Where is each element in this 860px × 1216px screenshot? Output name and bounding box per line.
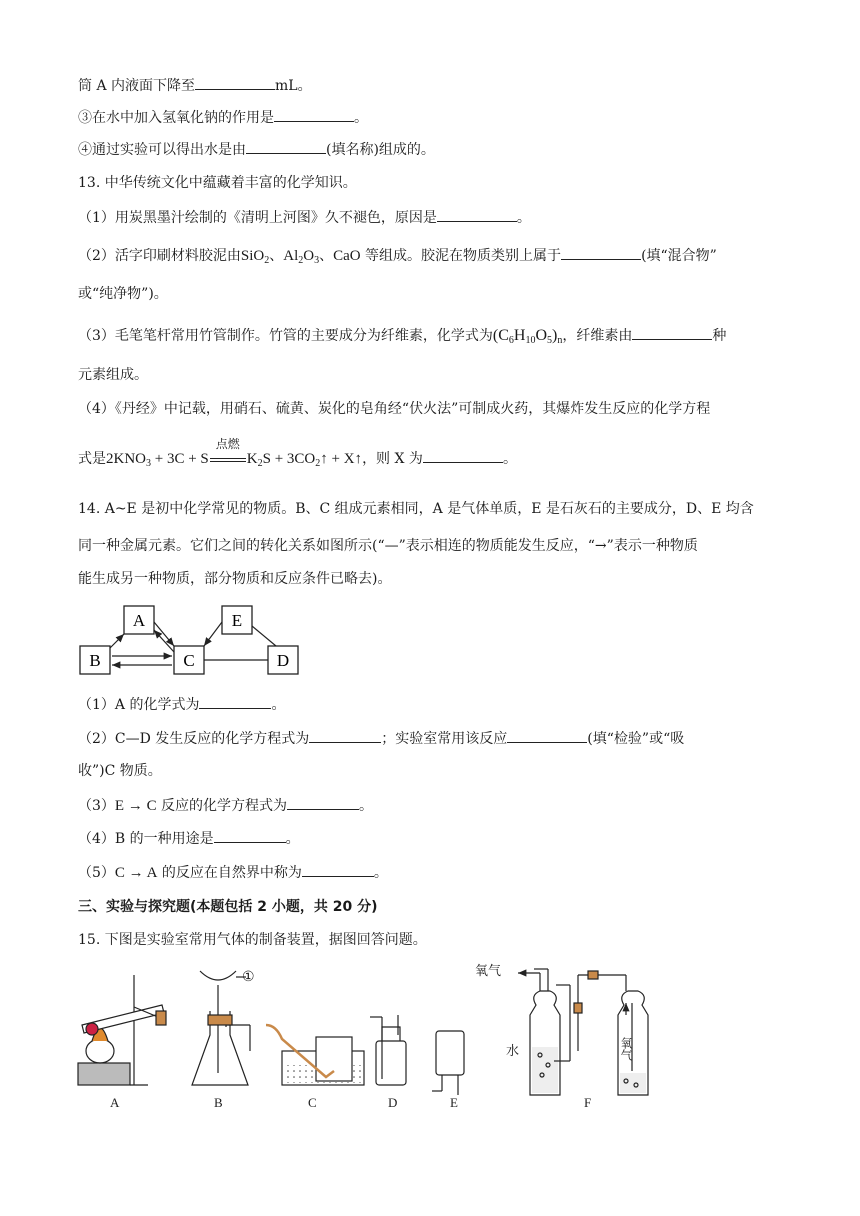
q12-line-1 xyxy=(78,75,312,97)
q14-line-3: 能生成另一种物质，部分物质和反应条件已略去)。 xyxy=(78,571,392,587)
q14-part-1: （1）A 的化学式为 。 xyxy=(78,694,285,716)
q12-line-3 xyxy=(78,139,435,161)
label-d: D xyxy=(388,1095,398,1110)
q14-line-2: 同一种金属元素。它们之间的转化关系如图所示(“—”表示相连的物质能发生反应，“→”表示一种物质 xyxy=(78,538,698,554)
node-b: B xyxy=(89,651,101,670)
node-e: E xyxy=(231,611,243,630)
answer-blank[interactable] xyxy=(632,325,712,340)
q15-title: 15. 下图是实验室常用气体的制备装置，据图回答问题。 xyxy=(78,932,427,948)
answer-blank[interactable] xyxy=(423,448,503,463)
q14-part-4: （4）B 的一种用途是 。 xyxy=(78,828,300,850)
apparatus-f xyxy=(518,969,648,1095)
q12-l3-pre: ④通过实验可以得出水是由 xyxy=(78,142,246,158)
q13-part-3-cont: 元素组成。 xyxy=(78,367,148,383)
apparatus-figure xyxy=(70,955,670,1115)
q13-part-3: （3）毛笔笔杆常用竹管制作。竹管的主要成分为纤维素，化学式为$(C_6H_{10}O_5)_n$，纤维素由 种 xyxy=(78,327,727,346)
oxygen-bottle-label-1: 氧气 xyxy=(619,1037,633,1061)
q14-part-5: （5）C → A 的反应在自然界中称为 。 xyxy=(78,862,388,884)
formula-al2o3: $Al_2O_3$ xyxy=(283,248,320,266)
q13-part-2: （2）活字印刷材料胶泥由SiO$_2$、$Al_2O_3$、CaO 等组成。胶泥在物质类别上属于 (填“混合物” xyxy=(78,245,717,267)
answer-blank[interactable] xyxy=(302,862,374,877)
q13-title: 13. 中华传统文化中蕴藏着丰富的化学知识。 xyxy=(78,175,357,191)
label-c: C xyxy=(308,1095,317,1110)
e-to-c: E → C xyxy=(114,798,157,814)
c-to-a: C → A xyxy=(114,865,158,881)
ignite-condition: 点燃 xyxy=(209,448,247,470)
q14-part-2-cont: 收”)C 物质。 xyxy=(78,763,162,779)
answer-blank[interactable] xyxy=(199,694,271,709)
apparatus-d xyxy=(370,1015,406,1085)
apparatus-b xyxy=(192,971,250,1085)
q12-l2-pre: ③在水中加入氢氧化钠的作用是 xyxy=(78,110,274,126)
q13-p1-pre: （1）用炭黑墨汁绘制的《清明上河图》久不褪色，原因是 xyxy=(78,210,437,226)
q14-part-3: （3）E → C 反应的化学方程式为 。 xyxy=(78,795,373,817)
label-b: B xyxy=(214,1095,223,1110)
q13-part-4-eq: 式是$2KNO_3 + 3C + S$ 点燃 $K_2S$ + $3CO_2↑$ + X↑，则 X 为 。 xyxy=(78,437,517,469)
node-c: C xyxy=(183,651,195,670)
node-d: D xyxy=(276,651,290,670)
section-3-heading: 三、实验与探究题(本题包括 2 小题，共 20 分) xyxy=(78,899,378,915)
reaction-equation: $2KNO_3 + 3C + S$ 点燃 $K_2S$ + $3CO_2↑$ + X↑ xyxy=(106,437,363,469)
answer-blank[interactable] xyxy=(507,728,587,743)
apparatus-e xyxy=(432,1031,464,1095)
formula-cellulose: $(C_6H_{10}O_5)_n$ xyxy=(492,327,563,346)
circle-one-label: ① xyxy=(242,970,255,985)
q13-part-4: （4）《丹经》中记载，用硝石、硫黄、炭化的皂角经“伏火法”可制成火药，其爆炸发生反应的化学方程 xyxy=(78,401,711,417)
q13-p1-post: 。 xyxy=(516,210,531,226)
answer-blank[interactable] xyxy=(437,207,517,222)
answer-blank[interactable] xyxy=(561,245,641,260)
water-label: 水 xyxy=(506,1044,520,1059)
apparatus-c xyxy=(266,1025,364,1085)
label-f: F xyxy=(584,1095,592,1110)
oxygen-out-label: 氧气 xyxy=(475,964,502,979)
answer-blank[interactable] xyxy=(246,139,326,154)
q12-line-2 xyxy=(78,107,368,129)
q12-l1-pre: 筒 A 内液面下降至 xyxy=(78,78,196,94)
formula-sio2: SiO$_2$ xyxy=(240,248,270,266)
q12-l3-post: (填名称)组成的。 xyxy=(326,142,435,158)
q14-part-2: （2）C—D 发生反应的化学方程式为 ；实验室常用该反应 (填“检验”或“吸 xyxy=(78,728,684,750)
apparatus-a xyxy=(78,975,166,1085)
answer-blank[interactable] xyxy=(214,828,286,843)
node-a: A xyxy=(132,611,146,630)
q13-part-2-cont: 或“纯净物”)。 xyxy=(78,286,168,302)
answer-blank[interactable] xyxy=(195,75,275,90)
q13-p2-pre: （2）活字印刷材料胶泥由 xyxy=(78,248,241,264)
formula-cao: CaO xyxy=(333,248,361,264)
q12-l2-post: 。 xyxy=(354,110,368,126)
label-e: E xyxy=(450,1095,458,1110)
relation-diagram xyxy=(78,600,308,680)
label-a: A xyxy=(110,1095,120,1110)
q13-part-1 xyxy=(78,207,531,229)
answer-blank[interactable] xyxy=(309,728,381,743)
answer-blank[interactable] xyxy=(287,795,359,810)
q14-line-1: 14. A~E 是初中化学常见的物质。B、C 组成元素相同，A 是气体单质，E 是石灰石的主要成分，D、E 均含 xyxy=(78,501,754,517)
answer-blank[interactable] xyxy=(274,107,354,122)
q12-l1-post: mL。 xyxy=(275,78,312,94)
